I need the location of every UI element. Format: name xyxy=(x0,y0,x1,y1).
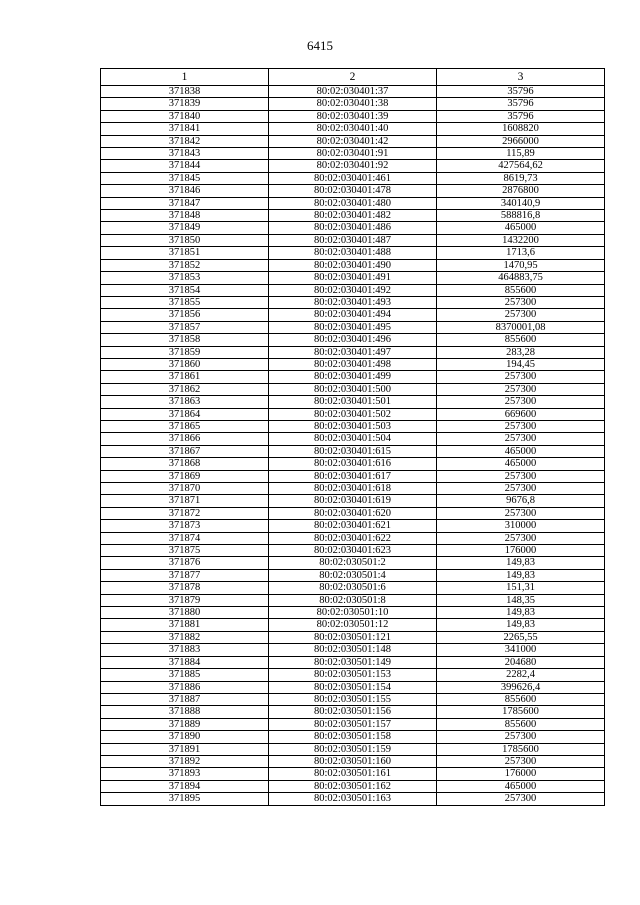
table-cell-col1: 371891 xyxy=(101,743,269,755)
table-cell-col3: 465000 xyxy=(437,458,605,470)
table-cell-col1: 371884 xyxy=(101,656,269,668)
table-cell-col1: 371885 xyxy=(101,669,269,681)
table-cell-col3: 35796 xyxy=(437,98,605,110)
table-cell-col1: 371864 xyxy=(101,408,269,420)
table-cell-col2: 80:02:030501:148 xyxy=(269,644,437,656)
table-cell-col1: 371874 xyxy=(101,532,269,544)
table-cell-col3: 257300 xyxy=(437,296,605,308)
table-cell-col1: 371882 xyxy=(101,631,269,643)
table-cell-col3: 464883,75 xyxy=(437,272,605,284)
table-cell-col3: 149,83 xyxy=(437,569,605,581)
table-row xyxy=(101,569,605,581)
table-cell-col2: 80:02:030401:492 xyxy=(269,284,437,296)
table-cell-col3: 257300 xyxy=(437,470,605,482)
table-cell-col2: 80:02:030401:482 xyxy=(269,210,437,222)
table-cell-col3: 283,28 xyxy=(437,346,605,358)
table-cell-col3: 257300 xyxy=(437,755,605,767)
table-cell-col2: 80:02:030501:162 xyxy=(269,780,437,792)
table-row xyxy=(101,185,605,197)
table-cell-col3: 340140,9 xyxy=(437,197,605,209)
table-cell-col2: 80:02:030401:37 xyxy=(269,86,437,98)
table-body xyxy=(101,86,605,806)
table-cell-col3: 465000 xyxy=(437,222,605,234)
table-row xyxy=(101,309,605,321)
table-cell-col1: 371850 xyxy=(101,234,269,246)
table-cell-col3: 257300 xyxy=(437,731,605,743)
table-cell-col2: 80:02:030401:486 xyxy=(269,222,437,234)
table-cell-col1: 371841 xyxy=(101,123,269,135)
table-cell-col1: 371887 xyxy=(101,693,269,705)
table-cell-col3: 1608820 xyxy=(437,123,605,135)
table-row xyxy=(101,483,605,495)
table-cell-col3: 194,45 xyxy=(437,358,605,370)
table-row xyxy=(101,98,605,110)
table-cell-col3: 176000 xyxy=(437,545,605,557)
table-row xyxy=(101,86,605,98)
table-row xyxy=(101,507,605,519)
table-cell-col3: 399626,4 xyxy=(437,681,605,693)
table-cell-col1: 371867 xyxy=(101,445,269,457)
table-cell-col2: 80:02:030401:39 xyxy=(269,110,437,122)
table-cell-col2: 80:02:030401:504 xyxy=(269,433,437,445)
table-cell-col3: 855600 xyxy=(437,718,605,730)
table-cell-col2: 80:02:030401:40 xyxy=(269,123,437,135)
table-cell-col1: 371886 xyxy=(101,681,269,693)
table-cell-col2: 80:02:030501:153 xyxy=(269,669,437,681)
column-header-2: 2 xyxy=(269,69,437,86)
table-row xyxy=(101,780,605,792)
table-row xyxy=(101,706,605,718)
table-cell-col1: 371849 xyxy=(101,222,269,234)
table-cell-col3: 8619,73 xyxy=(437,172,605,184)
table-cell-col1: 371861 xyxy=(101,371,269,383)
table-cell-col2: 80:02:030401:622 xyxy=(269,532,437,544)
table-row xyxy=(101,607,605,619)
table-row xyxy=(101,371,605,383)
table-row xyxy=(101,197,605,209)
table-cell-col2: 80:02:030401:38 xyxy=(269,98,437,110)
table-cell-col3: 2966000 xyxy=(437,135,605,147)
table-cell-col2: 80:02:030401:478 xyxy=(269,185,437,197)
table-cell-col2: 80:02:030401:619 xyxy=(269,495,437,507)
table-cell-col3: 257300 xyxy=(437,433,605,445)
table-cell-col3: 2282,4 xyxy=(437,669,605,681)
table-cell-col2: 80:02:030401:615 xyxy=(269,445,437,457)
table-cell-col1: 371870 xyxy=(101,483,269,495)
table-cell-col3: 855600 xyxy=(437,693,605,705)
table-cell-col1: 371869 xyxy=(101,470,269,482)
table-cell-col2: 80:02:030401:461 xyxy=(269,172,437,184)
table-cell-col2: 80:02:030501:160 xyxy=(269,755,437,767)
table-cell-col2: 80:02:030501:157 xyxy=(269,718,437,730)
table-row xyxy=(101,284,605,296)
table-cell-col3: 9676,8 xyxy=(437,495,605,507)
table-cell-col1: 371881 xyxy=(101,619,269,631)
table-cell-col2: 80:02:030401:499 xyxy=(269,371,437,383)
table-cell-col3: 427564,62 xyxy=(437,160,605,172)
table-cell-col2: 80:02:030401:496 xyxy=(269,334,437,346)
table-row xyxy=(101,148,605,160)
table-row xyxy=(101,793,605,805)
table-row xyxy=(101,693,605,705)
table-cell-col3: 8370001,08 xyxy=(437,321,605,333)
table-row xyxy=(101,545,605,557)
table-cell-col3: 257300 xyxy=(437,420,605,432)
table-cell-col2: 80:02:030401:491 xyxy=(269,272,437,284)
table-cell-col1: 371842 xyxy=(101,135,269,147)
table-row xyxy=(101,532,605,544)
table-cell-col2: 80:02:030401:621 xyxy=(269,520,437,532)
table-cell-col1: 371845 xyxy=(101,172,269,184)
table-cell-col3: 2265,55 xyxy=(437,631,605,643)
table-cell-col1: 371865 xyxy=(101,420,269,432)
table-cell-col3: 148,35 xyxy=(437,594,605,606)
table-cell-col2: 80:02:030501:149 xyxy=(269,656,437,668)
table-row xyxy=(101,594,605,606)
table-cell-col2: 80:02:030401:502 xyxy=(269,408,437,420)
table-cell-col1: 371844 xyxy=(101,160,269,172)
table-cell-col3: 115,89 xyxy=(437,148,605,160)
table-cell-col2: 80:02:030401:501 xyxy=(269,396,437,408)
table-cell-col3: 855600 xyxy=(437,284,605,296)
table-cell-col3: 2876800 xyxy=(437,185,605,197)
table-cell-col2: 80:02:030401:497 xyxy=(269,346,437,358)
table-cell-col1: 371838 xyxy=(101,86,269,98)
table-cell-col1: 371883 xyxy=(101,644,269,656)
table-cell-col1: 371856 xyxy=(101,309,269,321)
table-cell-col2: 80:02:030501:159 xyxy=(269,743,437,755)
table-cell-col2: 80:02:030401:494 xyxy=(269,309,437,321)
table-cell-col2: 80:02:030401:495 xyxy=(269,321,437,333)
table-cell-col1: 371877 xyxy=(101,569,269,581)
table-cell-col3: 669600 xyxy=(437,408,605,420)
table-cell-col1: 371889 xyxy=(101,718,269,730)
table-cell-col3: 257300 xyxy=(437,371,605,383)
table-row xyxy=(101,110,605,122)
table-cell-col1: 371879 xyxy=(101,594,269,606)
table-cell-col2: 80:02:030501:2 xyxy=(269,557,437,569)
table-row xyxy=(101,731,605,743)
table-cell-col1: 371862 xyxy=(101,383,269,395)
table-cell-col2: 80:02:030401:618 xyxy=(269,483,437,495)
table-row xyxy=(101,135,605,147)
table-cell-col2: 80:02:030401:617 xyxy=(269,470,437,482)
table-cell-col2: 80:02:030401:503 xyxy=(269,420,437,432)
table-row xyxy=(101,644,605,656)
table-row xyxy=(101,495,605,507)
table-cell-col3: 176000 xyxy=(437,768,605,780)
table-cell-col1: 371853 xyxy=(101,272,269,284)
table-row xyxy=(101,321,605,333)
table-cell-col1: 371872 xyxy=(101,507,269,519)
table-cell-col2: 80:02:030401:42 xyxy=(269,135,437,147)
table-cell-col1: 371847 xyxy=(101,197,269,209)
table-cell-col1: 371858 xyxy=(101,334,269,346)
table-cell-col1: 371846 xyxy=(101,185,269,197)
table-cell-col2: 80:02:030501:156 xyxy=(269,706,437,718)
table-row xyxy=(101,582,605,594)
table-cell-col1: 371859 xyxy=(101,346,269,358)
table-cell-col3: 35796 xyxy=(437,86,605,98)
table-cell-col3: 149,83 xyxy=(437,557,605,569)
table-cell-col1: 371843 xyxy=(101,148,269,160)
table-cell-col3: 149,83 xyxy=(437,619,605,631)
page-number: 6415 xyxy=(307,38,333,53)
table-row xyxy=(101,222,605,234)
table-cell-col2: 80:02:030401:480 xyxy=(269,197,437,209)
table-cell-col2: 80:02:030401:92 xyxy=(269,160,437,172)
table-row xyxy=(101,408,605,420)
table-cell-col1: 371852 xyxy=(101,259,269,271)
table-cell-col3: 465000 xyxy=(437,445,605,457)
table-cell-col1: 371878 xyxy=(101,582,269,594)
table-cell-col1: 371873 xyxy=(101,520,269,532)
table-cell-col1: 371875 xyxy=(101,545,269,557)
table-cell-col2: 80:02:030501:161 xyxy=(269,768,437,780)
table-cell-col3: 257300 xyxy=(437,532,605,544)
table-row xyxy=(101,433,605,445)
table-row xyxy=(101,470,605,482)
table-cell-col2: 80:02:030501:158 xyxy=(269,731,437,743)
table-row xyxy=(101,420,605,432)
table-row xyxy=(101,210,605,222)
table-row xyxy=(101,458,605,470)
table-header-row xyxy=(101,69,605,86)
table-cell-col1: 371894 xyxy=(101,780,269,792)
table-row xyxy=(101,743,605,755)
table-row xyxy=(101,160,605,172)
table-cell-col3: 1785600 xyxy=(437,706,605,718)
table-cell-col1: 371895 xyxy=(101,793,269,805)
table-row xyxy=(101,681,605,693)
table-cell-col3: 149,83 xyxy=(437,607,605,619)
table-row xyxy=(101,396,605,408)
table-cell-col3: 1432200 xyxy=(437,234,605,246)
table-cell-col3: 151,31 xyxy=(437,582,605,594)
table-cell-col3: 465000 xyxy=(437,780,605,792)
table-row xyxy=(101,259,605,271)
table-cell-col1: 371839 xyxy=(101,98,269,110)
table-row xyxy=(101,631,605,643)
table-cell-col1: 371876 xyxy=(101,557,269,569)
table-cell-col2: 80:02:030501:154 xyxy=(269,681,437,693)
table-cell-col3: 257300 xyxy=(437,309,605,321)
table-cell-col3: 341000 xyxy=(437,644,605,656)
column-header-3: 3 xyxy=(437,69,605,86)
table-row xyxy=(101,346,605,358)
table-cell-col1: 371854 xyxy=(101,284,269,296)
table-cell-col3: 35796 xyxy=(437,110,605,122)
table-cell-col2: 80:02:030501:155 xyxy=(269,693,437,705)
table-row xyxy=(101,234,605,246)
table-cell-col3: 1470,95 xyxy=(437,259,605,271)
table-cell-col3: 257300 xyxy=(437,793,605,805)
table-cell-col1: 371871 xyxy=(101,495,269,507)
table-row xyxy=(101,383,605,395)
table-cell-col2: 80:02:030401:487 xyxy=(269,234,437,246)
table-cell-col3: 588816,8 xyxy=(437,210,605,222)
table-row xyxy=(101,247,605,259)
table-cell-col3: 257300 xyxy=(437,396,605,408)
table-cell-col1: 371890 xyxy=(101,731,269,743)
table-cell-col1: 371893 xyxy=(101,768,269,780)
table-cell-col2: 80:02:030501:6 xyxy=(269,582,437,594)
table-cell-col1: 371855 xyxy=(101,296,269,308)
table-cell-col3: 204680 xyxy=(437,656,605,668)
table-cell-col3: 257300 xyxy=(437,483,605,495)
table-cell-col1: 371892 xyxy=(101,755,269,767)
table-cell-col3: 310000 xyxy=(437,520,605,532)
table-cell-col2: 80:02:030401:91 xyxy=(269,148,437,160)
table-row xyxy=(101,718,605,730)
table-cell-col1: 371880 xyxy=(101,607,269,619)
table-cell-col2: 80:02:030401:620 xyxy=(269,507,437,519)
table-cell-col2: 80:02:030501:4 xyxy=(269,569,437,581)
table-row xyxy=(101,358,605,370)
table-cell-col1: 371866 xyxy=(101,433,269,445)
table-row xyxy=(101,520,605,532)
table-row xyxy=(101,296,605,308)
table-row xyxy=(101,619,605,631)
table-row xyxy=(101,334,605,346)
table-cell-col3: 257300 xyxy=(437,507,605,519)
table-cell-col3: 257300 xyxy=(437,383,605,395)
table-cell-col2: 80:02:030501:8 xyxy=(269,594,437,606)
table-cell-col1: 371848 xyxy=(101,210,269,222)
table-cell-col2: 80:02:030401:490 xyxy=(269,259,437,271)
table-cell-col1: 371851 xyxy=(101,247,269,259)
table-cell-col1: 371888 xyxy=(101,706,269,718)
table-cell-col1: 371860 xyxy=(101,358,269,370)
table-row xyxy=(101,445,605,457)
data-table xyxy=(100,68,605,806)
table-cell-col2: 80:02:030401:498 xyxy=(269,358,437,370)
table-cell-col2: 80:02:030501:12 xyxy=(269,619,437,631)
table-cell-col1: 371863 xyxy=(101,396,269,408)
table-cell-col3: 1785600 xyxy=(437,743,605,755)
table-cell-col2: 80:02:030401:493 xyxy=(269,296,437,308)
table-cell-col3: 855600 xyxy=(437,334,605,346)
table-cell-col1: 371868 xyxy=(101,458,269,470)
table-cell-col2: 80:02:030401:488 xyxy=(269,247,437,259)
table-row xyxy=(101,656,605,668)
table-cell-col2: 80:02:030401:616 xyxy=(269,458,437,470)
table-cell-col1: 371840 xyxy=(101,110,269,122)
table-row xyxy=(101,557,605,569)
table-cell-col2: 80:02:030501:10 xyxy=(269,607,437,619)
table-cell-col3: 1713,6 xyxy=(437,247,605,259)
table-row xyxy=(101,272,605,284)
table-cell-col2: 80:02:030501:163 xyxy=(269,793,437,805)
column-header-1: 1 xyxy=(101,69,269,86)
table-row xyxy=(101,768,605,780)
table-row xyxy=(101,669,605,681)
table-cell-col2: 80:02:030401:500 xyxy=(269,383,437,395)
table-cell-col2: 80:02:030401:623 xyxy=(269,545,437,557)
table-row xyxy=(101,172,605,184)
table-cell-col2: 80:02:030501:121 xyxy=(269,631,437,643)
table-cell-col1: 371857 xyxy=(101,321,269,333)
table-row xyxy=(101,755,605,767)
table-row xyxy=(101,123,605,135)
